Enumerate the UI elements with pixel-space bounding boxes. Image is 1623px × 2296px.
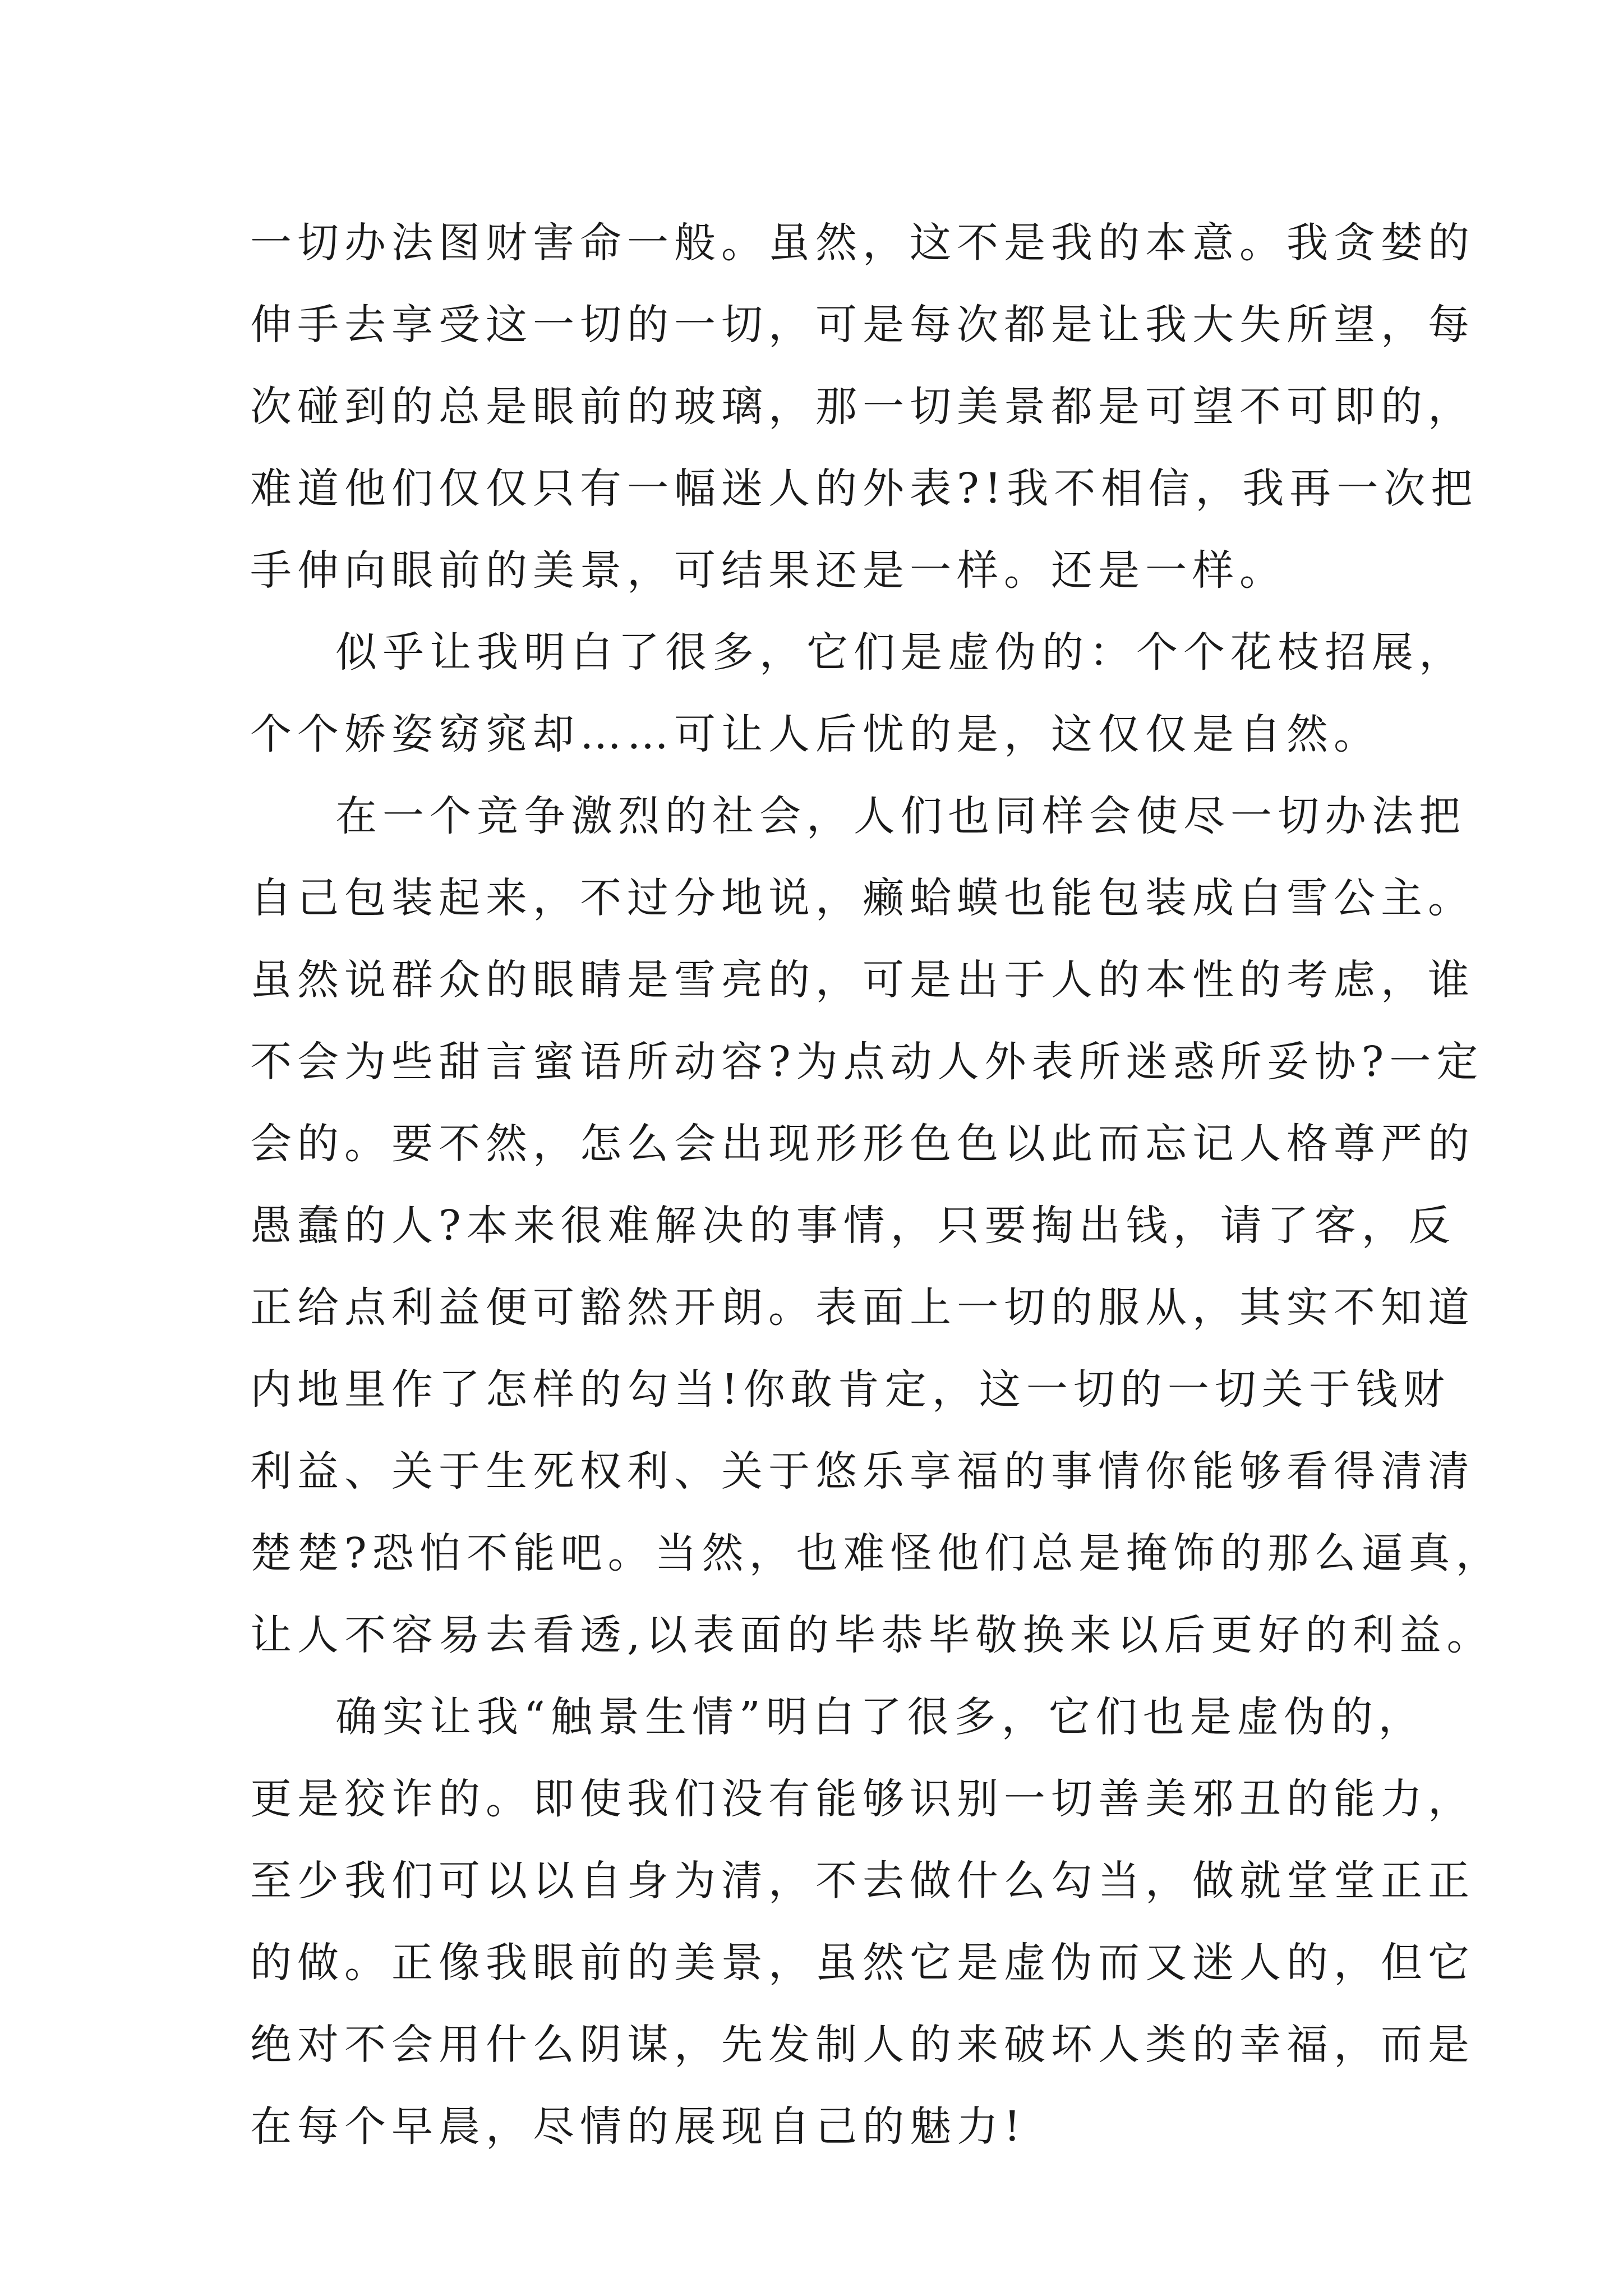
paragraph-start-line: 在一个竞争激烈的社会，人们也同样会使尽一切办法把 xyxy=(335,792,1466,840)
text-line: 内地里作了怎样的勾当!你敢肯定，这一切的一切关于钱财 xyxy=(250,1365,1450,1414)
text-line: 一切办法图财害命一般。虽然，这不是我的本意。我贪婪的 xyxy=(250,219,1475,267)
essay-body xyxy=(250,202,1503,2168)
text-line: 在每个早晨，尽情的展现自己的魅力! xyxy=(250,2102,1026,2151)
text-line: 自己包装起来，不过分地说，癞蛤蟆也能包装成白雪公主。 xyxy=(250,874,1475,922)
text-line: 让人不容易去看透,以表面的毕恭毕敬换来以后更好的利益。 xyxy=(250,1611,1494,1659)
text-line: 利益、关于生死权利、关于悠乐享福的事情你能够看得清清 xyxy=(250,1447,1475,1496)
text-line: 会的。要不然，怎么会出现形形色色以此而忘记人格尊严的 xyxy=(250,1120,1475,1168)
text-line: 正给点利益便可豁然开朗。表面上一切的服从，其实不知道 xyxy=(250,1283,1475,1332)
text-line: 不会为些甜言蜜语所动容?为点动人外表所迷惑所妥协?一定 xyxy=(250,1038,1484,1086)
text-line: 愚蠢的人?本来很难解决的事情，只要掏出钱，请了客，反 xyxy=(250,1202,1456,1250)
text-line: 难道他们仅仅只有一幅迷人的外表?!我不相信，我再一次把 xyxy=(250,464,1478,513)
text-line: 虽然说群众的眼睛是雪亮的，可是出于人的本性的考虑，谁 xyxy=(250,956,1475,1004)
text-line: 楚楚?恐怕不能吧。当然，也难怪他们总是掩饰的那么逼真， xyxy=(250,1529,1503,1577)
text-line: 手伸向眼前的美景，可结果还是一样。还是一样。 xyxy=(250,546,1287,595)
text-line: 个个娇姿窈窕却……可让人后忧的是，这仅仅是自然。 xyxy=(250,710,1381,758)
text-line: 的做。正像我眼前的美景，虽然它是虚伪而又迷人的，但它 xyxy=(250,1939,1475,1987)
paragraph-start-line: 似乎让我明白了很多，它们是虚伪的：个个花枝招展， xyxy=(335,628,1466,677)
text-line: 伸手去享受这一切的一切，可是每次都是让我大失所望，每 xyxy=(250,301,1475,349)
text-line: 至少我们可以以自身为清，不去做什么勾当，做就堂堂正正 xyxy=(250,1857,1475,1905)
text-line: 更是狡诈的。即使我们没有能够识别一切善美邪丑的能力， xyxy=(250,1775,1475,1823)
text-line: 绝对不会用什么阴谋，先发制人的来破坏人类的幸福，而是 xyxy=(250,2021,1475,2069)
text-line: 次碰到的总是眼前的玻璃，那一切美景都是可望不可即的， xyxy=(250,383,1475,431)
paragraph-start-line: 确实让我“触景生情”明白了很多，它们也是虚伪的， xyxy=(335,1693,1426,1741)
